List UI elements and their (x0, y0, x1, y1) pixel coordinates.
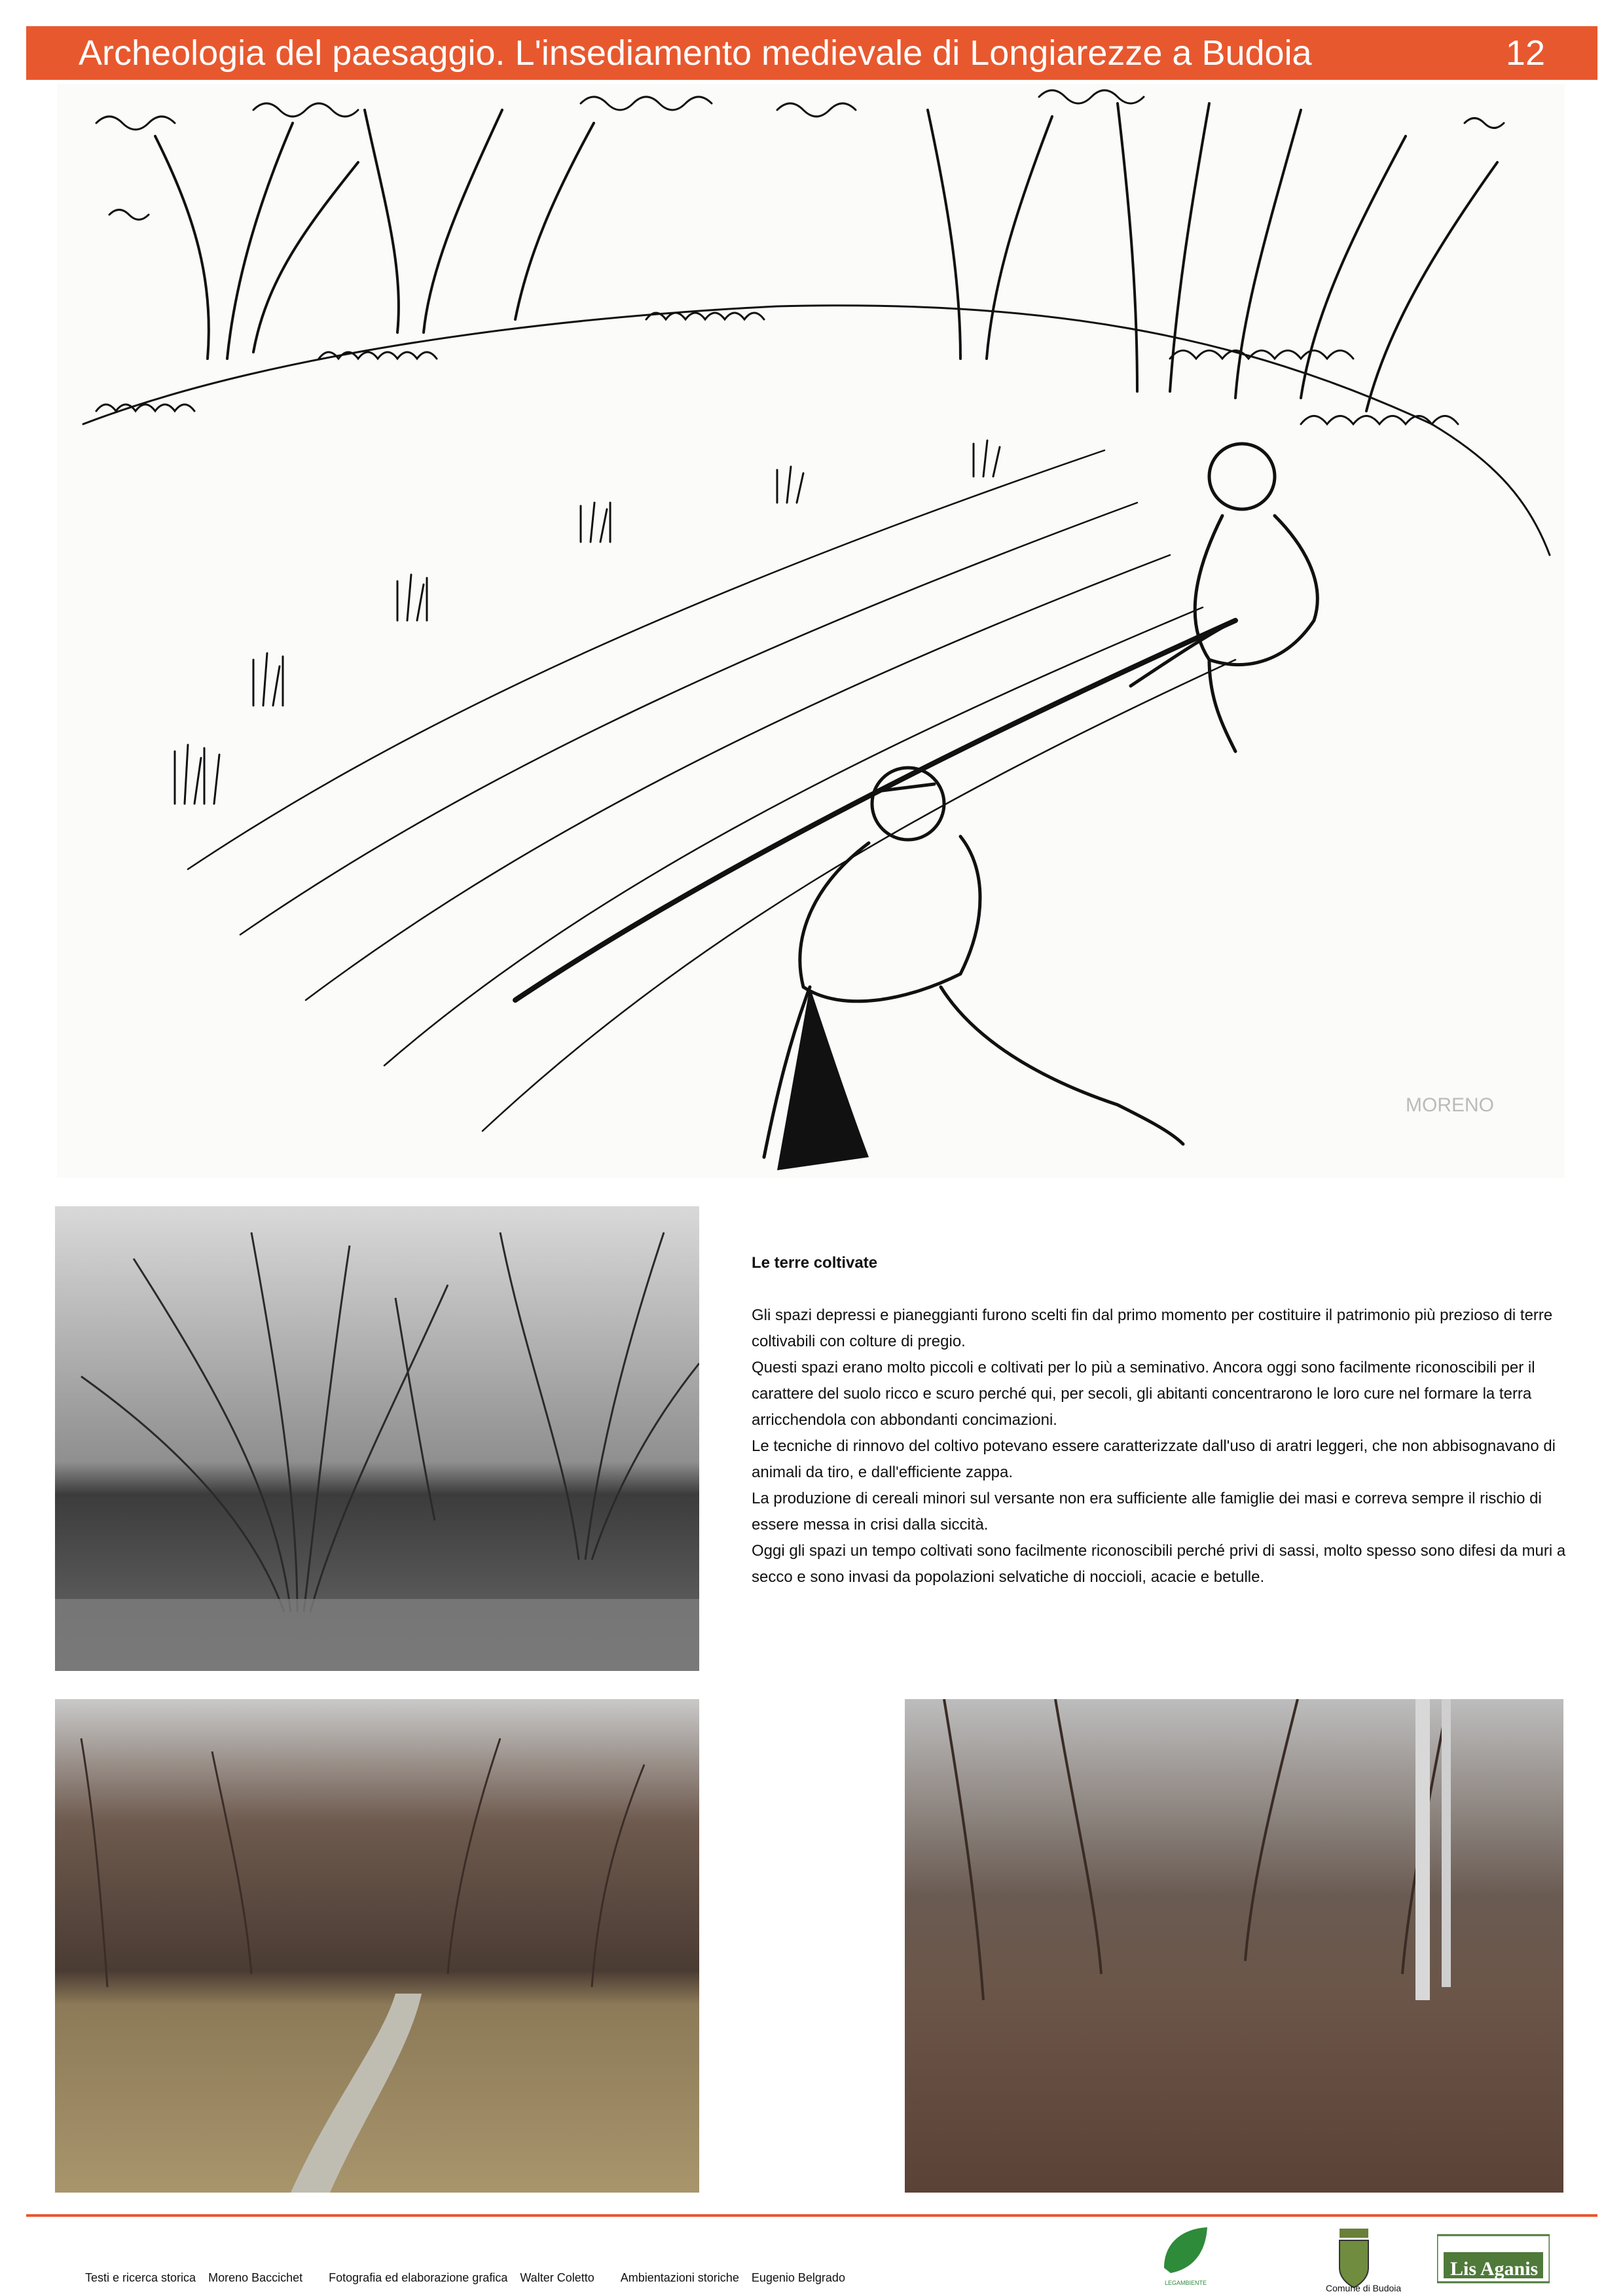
article-paragraph: Le tecniche di rinnovo del coltivo potevano essere caratterizzate dall'uso di aratri leggeri, che non abbisognavano di animali da tiro, e dall'efficiente zappa. (752, 1437, 1556, 1481)
illustration-signature: MORENO (1406, 1094, 1494, 1116)
page-number: 12 (1505, 33, 1545, 73)
svg-text:LEGAMBIENTE: LEGAMBIENTE (1164, 2280, 1207, 2286)
credit-photography: Fotografia ed elaborazione grafica Walter Coletto (329, 2271, 594, 2284)
article-paragraph: Gli spazi depressi e pianeggianti furono scelti fin dal primo momento per costituire il patrimonio più prezioso di terre coltivabili con colture di pregio. (752, 1306, 1553, 1350)
footer-divider (26, 2214, 1597, 2217)
legambiente-logo (1158, 2222, 1214, 2294)
page-title: Archeologia del paesaggio. L'insediamento medievale di Longiarezze a Budoia (79, 33, 1312, 73)
photo-hazel-grove-bw (55, 1206, 699, 1671)
credits (85, 2271, 845, 2285)
credit-historical-settings: Ambientazioni storiche Eugenio Belgrado (620, 2271, 845, 2284)
historical-illustration (57, 84, 1565, 1178)
page-header (26, 26, 1597, 80)
article-paragraph: Oggi gli spazi un tempo coltivati sono facilmente riconoscibili perché privi di sassi, molto spesso sono difesi da muri a secco e sono invasi da popolazioni selvatiche di noccioli, acacie e betulle. (752, 1542, 1566, 1586)
article-title: Le terre coltivate (752, 1254, 878, 1272)
article-paragraph: La produzione di cereali minori sul versante non era sufficiente alle famiglie dei masi e correva sempre il rischio di essere messa in crisi dalla siccità. (752, 1490, 1542, 1534)
photo-meadow-path (55, 1699, 699, 2193)
credit-texts: Testi e ricerca storica Moreno Baccichet (85, 2271, 303, 2284)
comune-name: Comune di Budoia (1326, 2283, 1402, 2293)
article (752, 1250, 1570, 1590)
lis-aganis-name: Lis Aganis (1450, 2258, 1539, 2280)
photo-woodland-floor (905, 1699, 1563, 2193)
article-paragraph: Questi spazi erano molto piccoli e coltivati per lo più a seminativo. Ancora oggi sono facilmente riconoscibili per il carattere del suolo ricco e scuro perché qui, per secoli, gli abitanti concentrarono le loro cure nel formare la terra arricchendola con abbondanti concimazioni. (752, 1359, 1535, 1429)
